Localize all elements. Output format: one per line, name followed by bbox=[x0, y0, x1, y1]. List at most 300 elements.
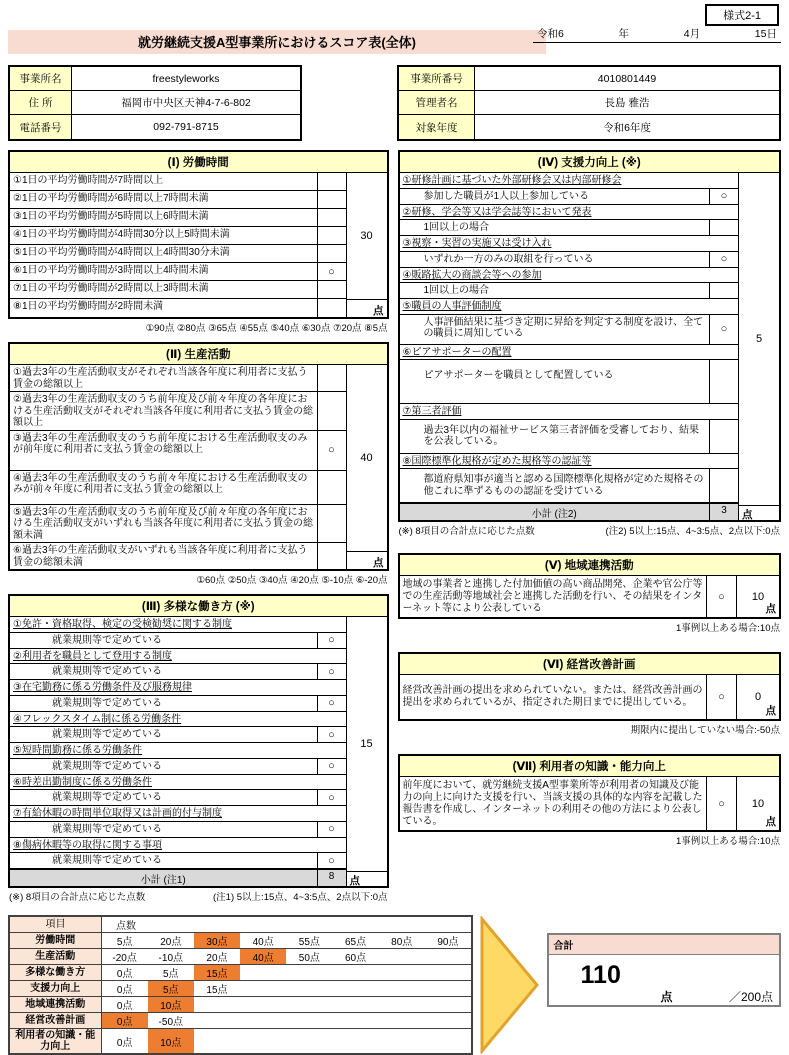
table-row bbox=[10, 759, 346, 775]
summary-cell bbox=[194, 1029, 240, 1053]
item-mark: ○ bbox=[720, 190, 728, 202]
item-mark bbox=[318, 505, 346, 543]
table-row bbox=[10, 67, 300, 91]
section-body bbox=[10, 617, 387, 886]
summary-cell: 40点 bbox=[240, 949, 286, 964]
summary-cell bbox=[425, 949, 471, 964]
table-row bbox=[400, 283, 739, 299]
summary-cell bbox=[425, 981, 471, 996]
item-mark bbox=[318, 209, 346, 226]
score-summary-area bbox=[8, 915, 781, 1055]
score-unit: 点 bbox=[765, 603, 776, 615]
item-heading bbox=[10, 649, 346, 665]
item-heading bbox=[400, 454, 739, 470]
office-info bbox=[8, 65, 781, 141]
table-row bbox=[10, 173, 346, 191]
fiscal-year-label: 対象年度 bbox=[399, 115, 475, 139]
summary-cell bbox=[379, 981, 425, 996]
item-heading bbox=[400, 404, 739, 420]
summary-cell: -10点 bbox=[158, 953, 183, 964]
item-heading-text: ①研修計画に基づいた外部研修会又は内部研修会 bbox=[402, 175, 622, 186]
item-text: ①1日の平均労働時間が7時間以上 bbox=[10, 173, 318, 190]
item-heading bbox=[10, 806, 346, 822]
section-title: (Ⅲ) 多様な働き方 (※) bbox=[10, 596, 387, 617]
summary-cell bbox=[379, 997, 425, 1012]
item-heading bbox=[10, 743, 346, 759]
item-mark: ○ bbox=[720, 323, 728, 335]
summary-row-management-plan bbox=[10, 1013, 471, 1029]
table-row bbox=[400, 189, 739, 205]
table-row bbox=[10, 281, 346, 299]
summary-row-values bbox=[102, 997, 472, 1012]
summary-cell bbox=[286, 981, 332, 996]
subtotal-row bbox=[10, 869, 346, 886]
score-unit: 点 bbox=[347, 299, 387, 317]
summary-row-diverse-work bbox=[10, 965, 471, 981]
score-column bbox=[347, 173, 387, 317]
manager-label: 管理者名 bbox=[399, 91, 475, 114]
item-text: 就業規則等で定めている bbox=[10, 633, 318, 648]
item-heading-text: ④販路拡大の商談会等への参加 bbox=[402, 269, 542, 281]
summary-cell: 90点 bbox=[437, 937, 459, 948]
subtotal-label: 小計 (注1) bbox=[10, 870, 318, 886]
item-text: 就業規則等で定めている bbox=[10, 759, 318, 774]
item-list bbox=[400, 173, 740, 520]
table-row bbox=[10, 471, 346, 505]
right-column bbox=[398, 150, 782, 847]
subtotal-label: 小計 (注2) bbox=[400, 504, 711, 520]
office-info-left-table bbox=[8, 65, 302, 141]
summary-cell: 20点 bbox=[160, 937, 182, 948]
item-text: ④1日の平均労働時間が4時間30分以上5時間未満 bbox=[10, 227, 318, 244]
section-body bbox=[400, 173, 780, 520]
table-row bbox=[10, 727, 346, 743]
summary-cell bbox=[332, 981, 378, 996]
table-row bbox=[10, 633, 346, 649]
item-mark bbox=[318, 227, 346, 244]
summary-cell bbox=[240, 981, 286, 996]
summary-cell bbox=[379, 1029, 425, 1053]
table-row bbox=[10, 365, 346, 392]
office-number-label: 事業所番号 bbox=[399, 67, 475, 90]
office-name-value: freestyleworks bbox=[152, 72, 220, 85]
table-row bbox=[399, 91, 779, 115]
section-score: 30 bbox=[360, 230, 373, 242]
item-mark: ○ bbox=[707, 576, 737, 617]
item-mark: ○ bbox=[707, 675, 737, 719]
summary-cell: 0点 bbox=[116, 969, 133, 980]
main-columns bbox=[8, 150, 781, 903]
summary-row-label: 利用者の知識・能力向上 bbox=[10, 1029, 102, 1053]
summary-cell bbox=[286, 1013, 332, 1028]
office-name-label: 事業所名 bbox=[10, 67, 72, 90]
item-heading-text: ⑤短時間勤務に係る労働条件 bbox=[13, 745, 142, 756]
item-mark bbox=[318, 471, 346, 504]
item-mark bbox=[710, 360, 738, 403]
section-title: (Ⅵ) 経営改善計画 bbox=[400, 654, 780, 675]
section-title: (Ⅱ) 生産活動 bbox=[10, 344, 387, 365]
item-mark: ○ bbox=[720, 253, 728, 265]
section-body bbox=[10, 365, 387, 569]
section-score: 10 bbox=[751, 797, 765, 810]
score-column bbox=[347, 365, 387, 569]
section-community-collaboration bbox=[398, 553, 782, 619]
page-title: 就労継続支援A型事業所におけるスコア表(全体) bbox=[8, 30, 546, 54]
summary-cell: 10点 bbox=[148, 1029, 194, 1053]
summary-cell bbox=[240, 965, 286, 980]
summary-cell: -20点 bbox=[112, 953, 137, 964]
table-row bbox=[400, 220, 739, 236]
score-column bbox=[347, 617, 387, 886]
footnote-left: (※) 8項目の合計点に応じた点数 bbox=[398, 526, 535, 537]
summary-cell: 60点 bbox=[344, 953, 367, 964]
subtotal-value: 8 bbox=[318, 870, 346, 886]
section-footnote: ①90点 ②80点 ③65点 ④55点 ⑤40点 ⑥30点 ⑦20点 ⑧5点 bbox=[145, 323, 388, 334]
score-unit: 点 bbox=[765, 705, 776, 717]
section-diverse-work bbox=[8, 594, 389, 888]
item-heading bbox=[400, 299, 739, 315]
item-text: 参加した職員が1人以上参加している bbox=[400, 189, 711, 204]
table-row bbox=[10, 191, 346, 209]
left-column bbox=[8, 150, 389, 903]
section-footnote: 期限内に提出していない場合:-50点 bbox=[630, 725, 780, 736]
table-row bbox=[10, 245, 346, 263]
address-label: 住 所 bbox=[10, 91, 72, 114]
item-text: ⑧1日の平均労働時間が2時間未満 bbox=[10, 299, 318, 317]
section-working-hours bbox=[8, 150, 389, 319]
table-row bbox=[10, 431, 346, 471]
form-number-tag: 様式2-1 bbox=[705, 4, 779, 26]
item-mark: ○ bbox=[328, 760, 335, 772]
summary-row-label: 生産活動 bbox=[10, 949, 102, 964]
phone-value: 092-791-8715 bbox=[153, 121, 219, 133]
item-heading-text: ⑥ピアサポーターの配置 bbox=[402, 346, 512, 358]
summary-cell: 0点 bbox=[116, 1037, 133, 1049]
section-body bbox=[400, 777, 780, 830]
item-heading bbox=[400, 345, 739, 361]
item-text: 就業規則等で定めている bbox=[10, 790, 318, 805]
total-score-box bbox=[547, 933, 781, 1007]
section-text: 経営改善計画の提出を求められていない。または、経営改善計画の提出を求められているが、指定された期日までに提出している。 bbox=[400, 675, 708, 719]
item-mark bbox=[710, 420, 738, 453]
item-text: ④過去3年の生産活動収支のうち前々年度における生産活動収支のみが前々年度に利用者に支払う賃金の総額以上 bbox=[10, 471, 318, 504]
item-heading bbox=[10, 775, 346, 791]
summary-cell bbox=[286, 1029, 332, 1053]
manager-value: 長島 雅浩 bbox=[604, 97, 650, 109]
item-text: 過去3年以内の福祉サービス第三者評価を受審しており、結果を公表している。 bbox=[400, 420, 711, 453]
table-row bbox=[10, 227, 346, 245]
summary-cell: 5点 bbox=[163, 969, 179, 980]
date-year-label: 年 bbox=[618, 28, 630, 40]
summary-cell bbox=[240, 1013, 286, 1028]
score-unit: 点 bbox=[347, 871, 387, 886]
summary-row-values bbox=[102, 965, 472, 980]
table-row bbox=[10, 505, 346, 544]
address-value: 福岡市中央区天神4-7-6-802 bbox=[121, 97, 251, 109]
score-unit: 点 bbox=[765, 816, 776, 828]
item-mark: ○ bbox=[707, 777, 737, 830]
score-unit: 点 bbox=[347, 551, 387, 569]
item-mark bbox=[318, 245, 346, 262]
item-text: 就業規則等で定めている bbox=[10, 696, 318, 711]
summary-cell bbox=[240, 1029, 286, 1053]
office-number-value: 4010801449 bbox=[597, 72, 657, 85]
item-heading bbox=[400, 236, 739, 252]
item-mark bbox=[318, 191, 346, 208]
section-title: (Ⅶ) 利用者の知識・能力向上 bbox=[400, 756, 780, 777]
summary-row-label: 支援力向上 bbox=[10, 981, 102, 996]
summary-cell: 80点 bbox=[391, 937, 413, 948]
item-heading-text: ⑧国際標準化規格が定めた規格等の認証等 bbox=[402, 455, 592, 467]
item-mark bbox=[710, 220, 738, 235]
item-text: ⑥1日の平均労働時間が3時間以上4時間未満 bbox=[10, 263, 318, 280]
table-row bbox=[10, 263, 346, 281]
item-heading-text: ⑤職員の人事評価制度 bbox=[402, 301, 502, 312]
item-heading-text: ⑦第三者評価 bbox=[402, 406, 462, 417]
section-score: 0 bbox=[754, 691, 762, 703]
section-text: 前年度において、就労継続支援A型事業所等が利用者の知識及び能力の向上に向けた支援を行い、当該支援の具体的な内容を記載した報告書を作成し、インターネットの利用その他の方法により公表している。 bbox=[400, 777, 708, 830]
item-heading bbox=[10, 617, 346, 633]
summary-cell: 5点 bbox=[148, 981, 194, 996]
item-mark bbox=[710, 283, 738, 298]
summary-cell bbox=[286, 965, 332, 980]
summary-row-support bbox=[10, 981, 471, 997]
item-text: ②1日の平均労働時間が6時間以上7時間未満 bbox=[10, 191, 318, 208]
item-mark bbox=[318, 392, 346, 430]
section-title: (Ⅳ) 支援力向上 (※) bbox=[400, 152, 780, 173]
total-label: 合計 bbox=[549, 935, 779, 955]
summary-cell bbox=[194, 1013, 240, 1028]
section-title: (Ⅴ) 地域連携活動 bbox=[400, 555, 780, 576]
score-cell bbox=[737, 675, 779, 719]
item-text: ⑦1日の平均労働時間が2時間以上3時間未満 bbox=[10, 281, 318, 298]
summary-cell: 30点 bbox=[194, 933, 240, 948]
item-heading bbox=[400, 205, 739, 221]
item-mark bbox=[710, 469, 738, 502]
score-column bbox=[739, 173, 779, 520]
table-row bbox=[10, 664, 346, 680]
section-body bbox=[10, 173, 387, 317]
item-heading bbox=[10, 838, 346, 854]
table-row bbox=[10, 696, 346, 712]
item-text: ③1日の平均労働時間が5時間以上6時間未満 bbox=[10, 209, 318, 226]
item-mark: ○ bbox=[328, 444, 335, 456]
subtotal-value: 3 bbox=[710, 504, 738, 520]
table-row bbox=[400, 360, 739, 404]
score-cell bbox=[737, 777, 779, 830]
item-text: 1回以上の場合 bbox=[400, 283, 711, 298]
item-text: ②過去3年の生産活動収支のうち前年度及び前々年度の各年度における生産活動収支がそれぞれ当該各年度に利用者に支払う賃金の総額以上 bbox=[10, 392, 318, 430]
score-cell bbox=[737, 576, 779, 617]
item-mark: ○ bbox=[328, 823, 335, 835]
score-unit: 点 bbox=[739, 505, 779, 520]
item-mark: ○ bbox=[328, 697, 335, 709]
total-arrow bbox=[473, 915, 547, 1055]
item-text: 都道府県知事が適当と認める国際標準化規格が定めた規格その他これに準ずるものの認証を受けている bbox=[400, 469, 711, 502]
section-score: 40 bbox=[360, 452, 373, 464]
date-month: 4月 bbox=[683, 28, 701, 40]
summary-cell bbox=[286, 997, 332, 1012]
summary-row-production bbox=[10, 949, 471, 965]
summary-header-row bbox=[10, 917, 471, 933]
item-text: 人事評価結果に基づき定期に昇給を判定する制度を設け、全ての職員に周知している bbox=[400, 315, 711, 344]
summary-cell: -50点 bbox=[158, 1017, 183, 1028]
summary-cell: 15点 bbox=[194, 965, 240, 980]
section-body bbox=[400, 576, 780, 617]
summary-cell: 40点 bbox=[252, 937, 274, 948]
score-summary-table bbox=[8, 915, 473, 1055]
item-heading-text: ③視察・実習の実施又は受け入れ bbox=[402, 238, 552, 249]
summary-cell: 20点 bbox=[206, 953, 228, 964]
right-arrow-icon bbox=[479, 916, 541, 1054]
summary-row-community bbox=[10, 997, 471, 1013]
table-row bbox=[10, 790, 346, 806]
item-heading-text: ④フレックスタイム制に係る労働条件 bbox=[13, 713, 182, 725]
total-score-max: ／200点 bbox=[728, 990, 773, 1004]
phone-label: 電話番号 bbox=[10, 115, 72, 139]
item-mark: ○ bbox=[328, 634, 335, 646]
summary-row-values bbox=[102, 933, 472, 948]
section-support-improvement bbox=[398, 150, 782, 522]
item-heading-text: ⑧傷病休暇等の取得に関する事項 bbox=[13, 839, 162, 851]
item-mark: ○ bbox=[328, 665, 335, 678]
table-row bbox=[10, 299, 346, 317]
item-heading-text: ①免許・資格取得、検定の受検勧奨に関する制度 bbox=[13, 619, 232, 630]
item-mark: ○ bbox=[328, 791, 335, 804]
item-text: ⑥過去3年の生産活動収支がいずれも当該各年度に利用者に支払う賃金の総額未満 bbox=[10, 543, 318, 569]
date-line bbox=[533, 26, 781, 43]
item-text: ⑤1日の平均労働時間が4時間以上4時間30分未満 bbox=[10, 245, 318, 262]
summary-row-label: 労働時間 bbox=[10, 933, 102, 948]
item-text: ③過去3年の生産活動収支のうち前年度における生産活動収支のみが前年度に利用者に支払う賃金の総額以上 bbox=[10, 431, 318, 470]
section-title: (Ⅰ) 労働時間 bbox=[10, 152, 387, 173]
summary-row-values bbox=[102, 1029, 472, 1053]
item-heading-text: ②利用者を職員として登用する制度 bbox=[13, 650, 172, 662]
item-mark bbox=[318, 543, 346, 569]
item-heading-text: ②研修、学会等又は学会誌等において発表 bbox=[402, 206, 592, 218]
section-user-knowledge-improvement bbox=[398, 754, 782, 832]
date-era: 令和6 bbox=[537, 28, 564, 40]
table-row bbox=[399, 115, 779, 139]
summary-row-user-knowledge bbox=[10, 1029, 471, 1053]
summary-cell bbox=[332, 997, 378, 1012]
item-text: 就業規則等で定めている bbox=[10, 664, 318, 679]
summary-cell bbox=[425, 1013, 471, 1028]
item-mark: ○ bbox=[328, 854, 335, 867]
item-list bbox=[10, 365, 347, 569]
total-score-value: 110 bbox=[580, 961, 621, 989]
section-score: 5 bbox=[755, 333, 763, 345]
summary-row-values bbox=[102, 1013, 472, 1028]
summary-cell: 65点 bbox=[344, 937, 367, 948]
section-footnote bbox=[9, 889, 388, 903]
total-body bbox=[549, 955, 779, 1007]
summary-row-values bbox=[102, 981, 472, 996]
section-footnote: 1事例以上ある場合:10点 bbox=[676, 623, 780, 634]
section-production bbox=[8, 342, 389, 571]
table-row bbox=[10, 853, 346, 869]
item-list bbox=[10, 617, 347, 886]
item-list bbox=[10, 173, 347, 317]
item-text: 就業規則等で定めている bbox=[10, 727, 318, 742]
table-row bbox=[10, 822, 346, 838]
item-text: いずれか一方のみの取組を行っている bbox=[400, 252, 711, 267]
summary-cell: 55点 bbox=[298, 937, 320, 948]
item-mark bbox=[318, 173, 346, 190]
table-row bbox=[399, 67, 779, 91]
item-heading-text: ⑥時差出勤制度に係る労働条件 bbox=[13, 776, 152, 788]
summary-cell bbox=[332, 965, 378, 980]
table-row bbox=[10, 91, 300, 115]
item-heading bbox=[400, 268, 739, 284]
table-row bbox=[400, 252, 739, 268]
section-footnote bbox=[399, 523, 781, 537]
item-text: ①過去3年の生産活動収支がそれぞれ当該各年度に利用者に支払う賃金の総額以上 bbox=[10, 365, 318, 391]
item-heading-text: ③在宅勤務に係る労働条件及び服務規律 bbox=[13, 682, 192, 693]
table-row bbox=[400, 315, 739, 345]
item-mark: ○ bbox=[328, 265, 335, 278]
section-score: 10 bbox=[751, 590, 765, 603]
summary-cell bbox=[379, 1013, 425, 1028]
summary-cell bbox=[425, 997, 471, 1012]
item-heading bbox=[10, 680, 346, 696]
summary-cell bbox=[425, 965, 471, 980]
item-mark bbox=[318, 365, 346, 391]
summary-row-values bbox=[102, 949, 472, 964]
summary-cell: 0点 bbox=[102, 1013, 148, 1028]
item-text: 就業規則等で定めている bbox=[10, 822, 318, 837]
table-row bbox=[400, 420, 739, 454]
summary-cell: 0点 bbox=[116, 985, 133, 996]
table-row bbox=[10, 543, 346, 569]
summary-col-score: 点数 bbox=[116, 921, 136, 932]
item-heading bbox=[400, 173, 739, 189]
summary-cell bbox=[194, 997, 240, 1012]
table-row bbox=[10, 392, 346, 431]
section-text: 地域の事業者と連携した付加価値の高い商品開発、企業や官公庁等での生産活動等地域社会と連携した活動を行い、その結果をインターネット等により公表している bbox=[400, 576, 708, 617]
total-score-unit: 点 bbox=[660, 990, 673, 1004]
section-body bbox=[400, 675, 780, 719]
summary-row-working-hours bbox=[10, 933, 471, 949]
footnote-right: (注2) 5以上:15点、4~3:5点、2点以下:0点 bbox=[605, 526, 780, 537]
fiscal-year-value: 令和6年度 bbox=[603, 121, 651, 134]
summary-cell bbox=[425, 1029, 471, 1053]
section-footnote: ①60点 ②50点 ③40点 ④20点 ⑤-10点 ⑥-20点 bbox=[196, 575, 388, 586]
item-text: 1回以上の場合 bbox=[400, 220, 711, 235]
section-footnote: 1事例以上ある場合:10点 bbox=[676, 836, 780, 847]
summary-cell bbox=[379, 965, 425, 980]
date-day: 15日 bbox=[754, 28, 777, 40]
summary-cell bbox=[379, 949, 425, 964]
summary-cell bbox=[332, 1029, 378, 1053]
summary-row-label: 多様な働き方 bbox=[10, 965, 102, 980]
summary-cell: 5点 bbox=[116, 937, 133, 948]
item-text: ピアサポーターを職員として配置している bbox=[400, 360, 711, 403]
table-row bbox=[10, 115, 300, 139]
summary-row-label: 経営改善計画 bbox=[10, 1013, 102, 1028]
item-mark bbox=[318, 299, 346, 317]
summary-cell: 0点 bbox=[116, 1001, 133, 1012]
summary-cell: 10点 bbox=[148, 997, 194, 1012]
summary-cell bbox=[240, 997, 286, 1012]
section-management-improvement-plan bbox=[398, 652, 782, 721]
table-row bbox=[400, 469, 739, 503]
item-heading-text: ⑦有給休暇の時間単位取得又は計画的付与制度 bbox=[13, 808, 222, 819]
footnote-left: (※) 8項目の合計点に応じた点数 bbox=[9, 892, 146, 903]
section-score: 15 bbox=[360, 738, 373, 750]
item-text: 就業規則等で定めている bbox=[10, 853, 318, 868]
item-text: ⑤過去3年の生産活動収支のうち前年度及び前々年度の各年度における生産活動収支がいずれも当該各年度に利用者に支払う賃金の総額未満 bbox=[10, 505, 318, 543]
